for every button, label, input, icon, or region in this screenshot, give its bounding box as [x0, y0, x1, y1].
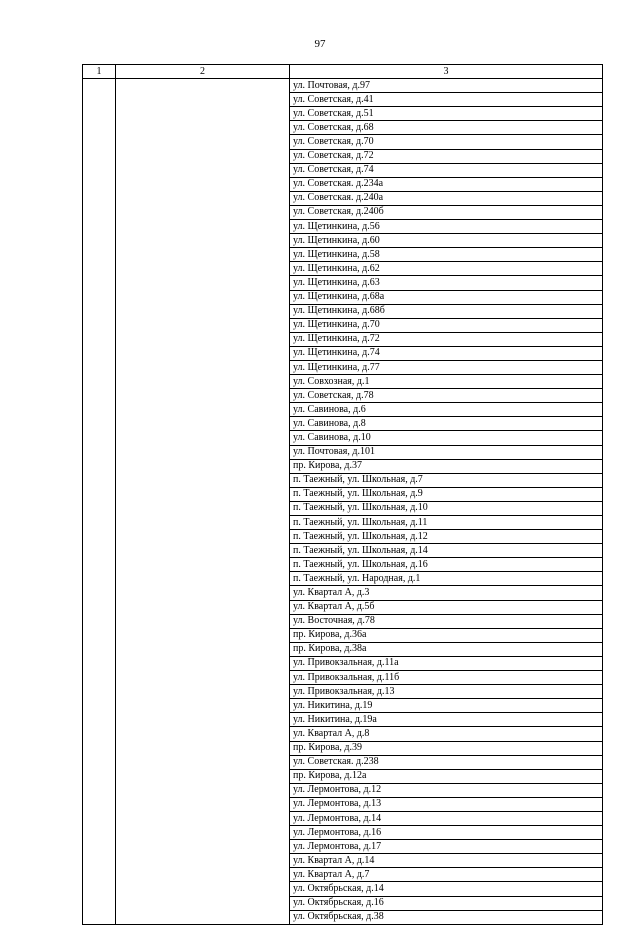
address-cell: ул. Квартал А, д.14: [290, 854, 603, 868]
address-cell: ул. Щетинкина, д.70: [290, 318, 603, 332]
address-cell: пр. Кирова, д.39: [290, 741, 603, 755]
table-body: [83, 79, 603, 925]
address-cell: ул. Лермонтова, д.13: [290, 797, 603, 811]
address-cell: ул. Привокзальная, д.11б: [290, 671, 603, 685]
address-cell: ул. Щетинкина, д.77: [290, 360, 603, 374]
address-cell: ул. Совхозная, д.1: [290, 375, 603, 389]
address-cell: пр. Кирова, д.38а: [290, 642, 603, 656]
column-header-2: 2: [116, 65, 290, 79]
address-cell: ул. Щетинкина, д.68а: [290, 290, 603, 304]
column-1-cell: [83, 79, 116, 925]
address-cell: пр. Кирова, д.12а: [290, 769, 603, 783]
address-cell: п. Таежный, ул. Школьная, д.14: [290, 544, 603, 558]
address-cell: ул. Щетинкина, д.68б: [290, 304, 603, 318]
address-cell: ул. Советская, д.240б: [290, 205, 603, 219]
address-cell: ул. Квартал А, д.5б: [290, 600, 603, 614]
address-cell: ул. Советская, д.41: [290, 93, 603, 107]
address-cell: ул. Советская. д.240а: [290, 191, 603, 205]
address-cell: п. Таежный, ул. Школьная, д.10: [290, 501, 603, 515]
table-row: [83, 79, 603, 93]
address-cell: ул. Лермонтова, д.17: [290, 840, 603, 854]
address-cell: ул. Октябрьская, д.38: [290, 910, 603, 924]
page-number: 97: [314, 38, 326, 50]
address-cell: ул. Советская, д.68: [290, 121, 603, 135]
address-cell: ул. Советская, д.74: [290, 163, 603, 177]
address-cell: ул. Советская, д.51: [290, 107, 603, 121]
address-cell: пр. Кирова, д.37: [290, 459, 603, 473]
address-cell: п. Таежный, ул. Школьная, д.7: [290, 473, 603, 487]
address-cell: ул. Почтовая, д.101: [290, 445, 603, 459]
address-cell: ул. Щетинкина, д.56: [290, 220, 603, 234]
address-cell: ул. Лермонтова, д.16: [290, 826, 603, 840]
address-cell: п. Таежный, ул. Школьная, д.9: [290, 487, 603, 501]
address-cell: ул. Восточная, д.78: [290, 614, 603, 628]
address-cell: ул. Щетинкина, д.72: [290, 332, 603, 346]
table-header-row: [83, 65, 603, 79]
address-cell: п. Таежный, ул. Народная, д.1: [290, 572, 603, 586]
address-cell: ул. Щетинкина, д.58: [290, 248, 603, 262]
address-cell: ул. Советская. д.234а: [290, 177, 603, 191]
address-cell: ул. Советская, д.72: [290, 149, 603, 163]
address-cell: ул. Квартал А, д.7: [290, 868, 603, 882]
address-cell: ул. Никитина, д.19а: [290, 713, 603, 727]
address-cell: ул. Савинова, д.8: [290, 417, 603, 431]
address-cell: ул. Советская, д.78: [290, 389, 603, 403]
address-cell: ул. Советская, д.70: [290, 135, 603, 149]
address-cell: ул. Щетинкина, д.63: [290, 276, 603, 290]
address-cell: ул. Квартал А, д.8: [290, 727, 603, 741]
address-cell: ул. Савинова, д.6: [290, 403, 603, 417]
address-cell: ул. Почтовая, д.97: [290, 79, 603, 93]
column-2-cell: [116, 79, 290, 925]
column-header-1: 1: [83, 65, 116, 79]
address-cell: п. Таежный, ул. Школьная, д.12: [290, 530, 603, 544]
address-cell: ул. Щетинкина, д.74: [290, 346, 603, 360]
address-cell: ул. Лермонтова, д.14: [290, 811, 603, 825]
column-header-3: 3: [290, 65, 603, 79]
address-cell: ул. Щетинкина, д.62: [290, 262, 603, 276]
address-cell: ул. Лермонтова, д.12: [290, 783, 603, 797]
address-cell: ул. Привокзальная, д.11а: [290, 656, 603, 670]
address-cell: п. Таежный, ул. Школьная, д.16: [290, 558, 603, 572]
address-cell: ул. Октябрьская, д.14: [290, 882, 603, 896]
address-cell: ул. Привокзальная, д.13: [290, 685, 603, 699]
address-cell: ул. Квартал А, д.3: [290, 586, 603, 600]
address-table: [82, 64, 603, 925]
address-cell: ул. Савинова, д.10: [290, 431, 603, 445]
address-cell: ул. Щетинкина, д.60: [290, 234, 603, 248]
address-cell: п. Таежный, ул. Школьная, д.11: [290, 516, 603, 530]
address-cell: ул. Октябрьская, д.16: [290, 896, 603, 910]
address-cell: ул. Советская. д.238: [290, 755, 603, 769]
address-cell: ул. Никитина, д.19: [290, 699, 603, 713]
address-cell: пр. Кирова, д.36а: [290, 628, 603, 642]
